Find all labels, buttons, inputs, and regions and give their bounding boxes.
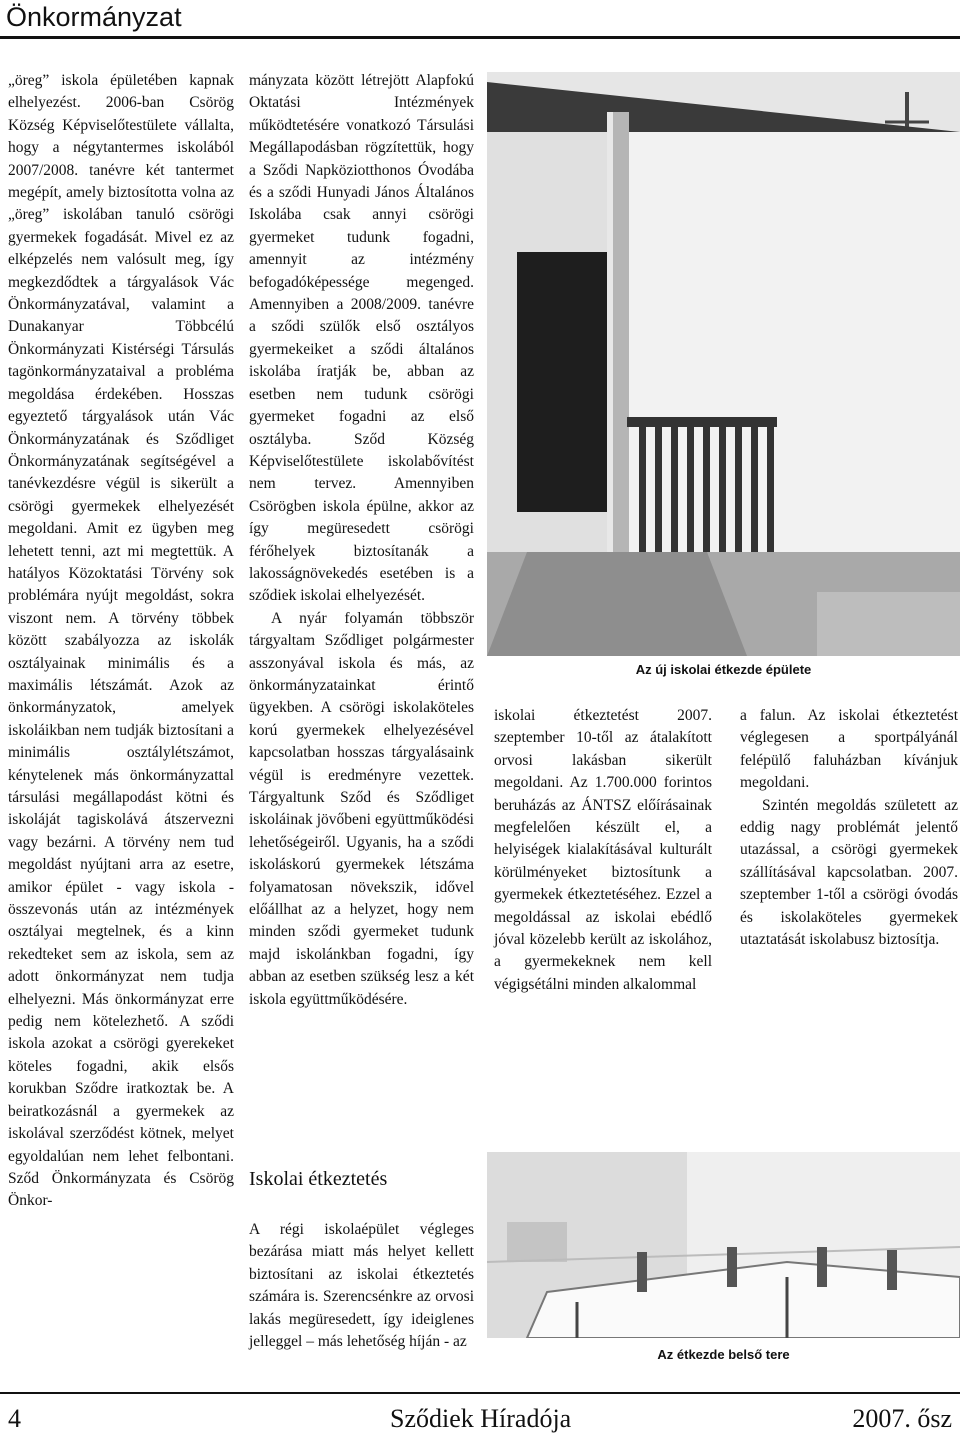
section-title: Önkormányzat xyxy=(6,2,182,32)
column2-paragraph-2: A nyár folyamán többször tárgyaltam Sződliget polgármester asszonyával iskola és más, az önkormányzatainkat érintő ügyekben. A csörögi iskolaköteles korú gyermekek elhelyezésével kapcsolatban hosszas tárgyalásaink végül is eredményre vezettek. Tárgyaltunk Sződ és Sződliget iskoláinak jövőbeni együttműködési lehetőségeiről. Ugyanis, ha a sződi iskoláskorú gyermekek létszáma folyamatosan növekszik, idővel előállhat az a helyzet, hogy nem minden sződi gyermeket tudunk majd iskolánkban fogadni, így abban az esetben szükség lesz a két iskola együttműködésére. xyxy=(249,609,474,1008)
newspaper-name: Sződiek Híradója xyxy=(390,1404,572,1433)
canteen-building-photo xyxy=(487,72,960,656)
canteen-building-illustration xyxy=(487,72,960,656)
issue-label: 2007. ősz xyxy=(852,1404,952,1433)
page-number: 4 xyxy=(8,1404,21,1433)
catering-paragraph-1: A régi iskolaépület végleges bezárása miatt más helyet kellett biztosítani az iskolai étkeztetés számára is. Szerencsénkre az orvosi lakás megüresedett, így ideiglenes jelleggel – más lehetőség híján - az xyxy=(249,1221,474,1351)
article-column-2 xyxy=(249,70,474,1011)
photo2-caption: Az étkezde belső tere xyxy=(657,1347,790,1362)
article-column-3 xyxy=(494,705,712,996)
canteen-interior-illustration xyxy=(487,1152,960,1338)
article-column-4 xyxy=(740,705,958,951)
column4-paragraph-1: a falun. Az iskolai étkeztetést véglegesen a sportpályánál felépülő faluházban kívánjuk megoldani. xyxy=(740,707,958,792)
photo1-caption: Az új iskolai étkezde épülete xyxy=(635,662,812,677)
column3-paragraph: iskolai étkeztetést 2007. szeptember 10-től az átalakított orvosi lakásban sikerült megoldani. Az 1.700.000 forintos beruházás az ÁNTSZ előírásainak megfelelően készült el, a helyiségek kialakításával kulturált körülményeket biztosítunk a gyermekek étkeztetéséhez. Ezzel a megoldással az iskolai ebédlő jóval közelebb került az iskolához, a gyermekeknek nem kell végigsétálni minden alkalommal xyxy=(494,707,712,993)
section-heading-school-catering: Iskolai étkeztetés xyxy=(249,1168,388,1190)
page-header xyxy=(0,0,960,50)
column4-paragraph-2: Szintén megoldás született az eddig nagy problémát jelentő utazással, a csörögi gyermekek szállításával kapcsolatban. 2007. szeptember 1-től a csörögi óvodás és iskolaköteles gyermekek utaztatását iskolabusz biztosítja. xyxy=(740,796,958,949)
footer-rule xyxy=(0,1392,960,1394)
canteen-interior-photo xyxy=(487,1152,960,1338)
column1-paragraph: „öreg” iskola épületében kapnak elhelyezést. 2006-ban Csörög Község Képviselőtestülete vállalta, hogy a négytantermes iskolából 2007/2008. tanévre két tantermet megépít, amely biztosította volna az „öreg” iskolában tanuló csörögi gyermekek fogadását. Mivel ez az elképzelés nem valósult meg, így megkezdődtek a tárgyalások Vác Önkormányzatával, valamint a Dunakanyar Többcélú Önkormányzati Kistérségi Társulás tagönkormányzataival a probléma megoldása érdekében. Hosszas egyeztető tárgyalások után Vác Önkormányzatának és Sződliget Önkormányzatának segítségével a tanévkezdésre végül is sikerült a csörögi gyermekek elhelyezését megoldani. Amit ez ügyben meg lehetett tenni, azt mi megtettük. A hatályos Közoktatási Törvény sok problémára nyújt megoldást, sokra viszont nem. A törvény többek között szabályozza az iskolák osztályainak minimális és a maximális létszámát. Azok az önkormányzatok, amelyek iskoláikban nem tudják biztosítani a minimális osztálylétszámot, kénytelenek más önkormányzattal társulási megállapodást kötni és iskoláját tagiskolává átszervezni vagy bezárni. A törvény nem tud megoldást nyújtani arra az esetre, amikor épület - vagy iskola - összevonás után az intézmények osztályai megtelnek, és a kinn rekedteket sem az iskola, sem az adott önkormányzat nem tudja elhelyezni. Más önkormányzat erre pedig nem kötelezhető. A sződi iskola azokat a csörögi gyerekeket köteles fogadni, akik elsős korukban Sződre iratkoztak be. A beiratkozásnál a gyermekek az iskolával szerződést kötnek, melyet egyoldalúan nem lehet felbontani. Sződ Önkormányzata és Csörög Önkor- xyxy=(8,72,234,1210)
column2-paragraph-1: mányzata között létrejött Alapfokú Oktatási Intézmények működtetésére vonatkozó Társulási Megállapodásban rögzítettük, hogy a Sződi Napköziotthonos Óvodába és a sződi Hunyadi János Általános Iskolába csak annyi csörögi gyermeket tudunk fogadni, amennyit az intézmény befogadóképessége megenged. Amennyiben a 2008/2009. tanévre a sződi szülők első osztályos gyermekeiket a sződi általános iskolába íratják be, abban az esetben nem tudunk csörögi gyermeket fogadni az első osztályba. Sződ Község Képviselőtestülete iskolabővítést nem tervez. Amennyiben Csörögben iskola épülne, akkor az így megüresedett csörögi férőhelyek biztosítanák a lakosságnövekedés esetében is a sződiek iskolai elhelyezését. xyxy=(249,72,474,605)
article-column-1 xyxy=(8,70,234,1213)
article-column-2b xyxy=(249,1219,474,1353)
header-rule xyxy=(0,36,960,39)
